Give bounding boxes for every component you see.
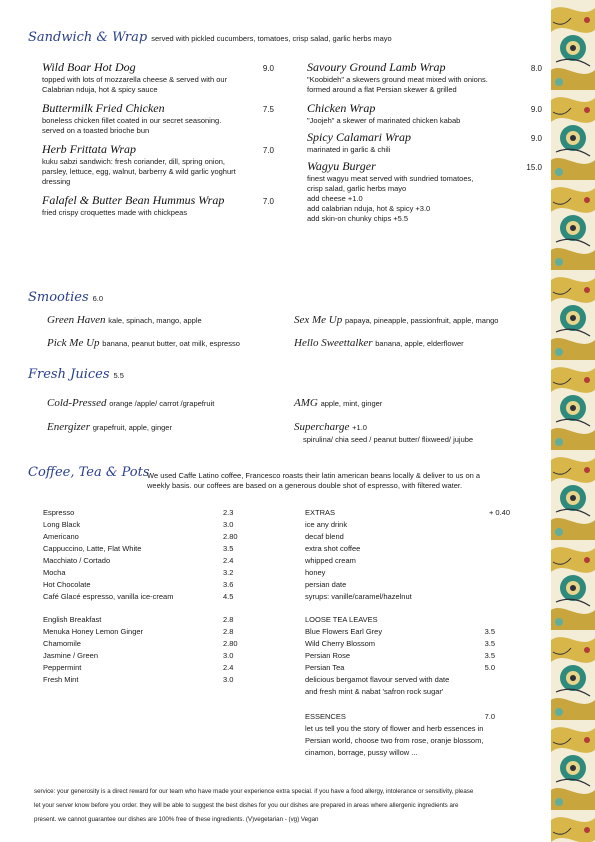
tea-list bbox=[43, 614, 243, 686]
tea-item bbox=[43, 626, 243, 638]
menu-item-price: 8.0 bbox=[530, 64, 542, 73]
coffee-item bbox=[43, 519, 243, 531]
smoothie-name: Hello Sweettalker bbox=[294, 337, 373, 349]
coffee-item bbox=[43, 543, 243, 555]
tea-item-price: 2.80 bbox=[223, 639, 238, 648]
loose-tea-price: 5.0 bbox=[484, 663, 495, 672]
menu-item-name: Wild Boar Hot Dog bbox=[42, 60, 136, 74]
footer-line: present. we cannot guarantee our dishes are 100% free of these ingredients. (V)vegetarian - (vg) Vegan bbox=[34, 816, 319, 823]
coffee-item bbox=[43, 531, 243, 543]
coffee-item-price: 3.5 bbox=[223, 544, 234, 553]
loose-tea-title: LOOSE TEA LEAVES bbox=[305, 615, 378, 624]
menu-item-price: 7.0 bbox=[262, 197, 274, 206]
tea-item-label: English Breakfast bbox=[43, 615, 102, 624]
menu-item-name: Buttermilk Fried Chicken bbox=[42, 101, 165, 115]
juice-desc: orange /apple/ carrot /grapefruit bbox=[109, 399, 215, 408]
tea-item-price: 2.8 bbox=[223, 627, 234, 636]
juice-item bbox=[294, 397, 382, 409]
tea-item-price: 3.0 bbox=[223, 675, 234, 684]
loose-tea-name: Wild Cherry Blossom bbox=[305, 639, 376, 648]
decorative-tile-border bbox=[551, 0, 595, 842]
smoothies-section-title bbox=[28, 290, 103, 305]
tea-item-label: Jasmine / Green bbox=[43, 651, 99, 660]
essences-desc: cinamon, borrage, pussy willow ... bbox=[305, 748, 418, 757]
essences-desc: let us tell you the story of flower and herb essences in bbox=[305, 724, 484, 733]
juices-price: 5.5 bbox=[113, 371, 124, 380]
loose-tea-name: Persian Tea bbox=[305, 663, 345, 672]
menu-item-name: Falafel & Butter Bean Hummus Wrap bbox=[42, 193, 225, 207]
menu-item-desc: add skin-on chunky chips +5.5 bbox=[307, 214, 409, 223]
tea-item-label: Chamomile bbox=[43, 639, 81, 648]
extras-price: + 0.40 bbox=[488, 508, 510, 517]
sandwich-title: Sandwich & Wrap bbox=[28, 30, 148, 45]
extra-item: whipped cream bbox=[305, 556, 356, 565]
tea-item bbox=[43, 674, 243, 686]
tea-item bbox=[43, 614, 243, 626]
menu-item-name: Chicken Wrap bbox=[307, 101, 376, 115]
sandwich-section-title bbox=[28, 30, 392, 45]
juice-name: Supercharge bbox=[294, 421, 350, 433]
essences-desc: Persian world, choose two from rose, oranje blossom, bbox=[305, 736, 484, 745]
menu-item-desc: formed around a flat Persian skewer & grilled bbox=[307, 85, 457, 94]
menu-item-desc: kuku sabzi sandwich: fresh coriander, dill, spring onion, bbox=[42, 157, 226, 166]
menu-item-price: 9.0 bbox=[530, 134, 542, 143]
extra-item: ice any drink bbox=[305, 520, 348, 529]
loose-tea-item bbox=[305, 662, 495, 674]
essences-price: 7.0 bbox=[484, 712, 495, 721]
smoothie-desc: kale, spinach, mango, apple bbox=[108, 316, 202, 325]
menu-item-name: Spicy Calamari Wrap bbox=[307, 130, 411, 144]
coffee-intro-line: We used Caffe Latino coffee, Francesco roasts their latin american beans locally & deliver to us on a bbox=[147, 471, 481, 480]
menu-item-header bbox=[42, 60, 274, 75]
coffee-item bbox=[43, 579, 243, 591]
coffee-item-label: Macchiato / Cortado bbox=[43, 556, 111, 565]
essences-block bbox=[305, 711, 520, 759]
coffee-intro-line: weekly basis. our coffees are based on a generous double shot of espresso, with filtered water. bbox=[147, 481, 463, 490]
menu-item bbox=[307, 60, 542, 95]
menu-item-price: 9.0 bbox=[262, 64, 274, 73]
coffee-item-label: Mocha bbox=[43, 568, 66, 577]
juice-name: AMG bbox=[294, 397, 318, 409]
menu-item-desc: Calabrian nduja, hot & spicy sauce bbox=[42, 85, 158, 94]
menu-item-desc: finest wagyu meat served with sundried tomatoes, bbox=[307, 174, 474, 183]
footer-line: let your server know before you order. they will be able to suggest the best dishes for you our dishes are prepared in areas where allergenic ingredients are bbox=[34, 802, 459, 809]
juice-desc: apple, mint, ginger bbox=[320, 399, 383, 408]
juice-extra: spirulina/ chia seed / peanut butter/ flixweed/ jujube bbox=[303, 435, 474, 444]
menu-item bbox=[42, 60, 274, 95]
menu-item-price: 15.0 bbox=[526, 163, 542, 172]
tea-item-price: 2.4 bbox=[223, 663, 234, 672]
coffee-item-price: 2.80 bbox=[223, 532, 238, 541]
juice-desc: +1.0 bbox=[352, 423, 367, 432]
coffee-item-label: Café Glacé espresso, vanilla ice-cream bbox=[43, 592, 174, 601]
footer-notice bbox=[34, 785, 549, 827]
extra-item: syrups: vanille/caramel/hazelnut bbox=[305, 592, 412, 601]
sandwich-right-column bbox=[307, 60, 542, 228]
menu-item-header bbox=[307, 130, 542, 145]
tea-item-price: 3.0 bbox=[223, 651, 234, 660]
menu-item-desc: "Joojeh" a skewer of marinated chicken kabab bbox=[307, 116, 461, 125]
smoothie-desc: papaya, pineapple, passionfruit, apple, mango bbox=[345, 316, 499, 325]
menu-item-desc: dressing bbox=[42, 177, 71, 186]
juice-item bbox=[47, 397, 214, 409]
coffee-item bbox=[43, 591, 243, 603]
coffee-item bbox=[43, 507, 243, 519]
menu-item-name: Herb Frittata Wrap bbox=[42, 142, 137, 156]
coffee-item bbox=[43, 555, 243, 567]
coffee-item bbox=[43, 567, 243, 579]
juices-section-title bbox=[28, 367, 124, 382]
menu-item-header bbox=[42, 101, 274, 116]
tea-item bbox=[43, 662, 243, 674]
menu-item-desc: add calabrian nduja, hot & spicy +3.0 bbox=[307, 204, 431, 213]
smoothie-name: Pick Me Up bbox=[47, 337, 100, 349]
menu-item-price: 7.0 bbox=[262, 146, 274, 155]
tea-item bbox=[43, 650, 243, 662]
persian-tile-pattern bbox=[551, 0, 595, 842]
smoothie-item bbox=[47, 314, 202, 326]
menu-item-name: Wagyu Burger bbox=[307, 159, 376, 173]
juice-name: Energizer bbox=[47, 421, 90, 433]
coffee-item-price: 2.3 bbox=[223, 508, 234, 517]
coffee-section-title: Coffee, Tea & Pots bbox=[28, 465, 150, 480]
menu-item-desc: crisp salad, garlic herbs mayo bbox=[307, 184, 407, 193]
menu-item-desc: parsley, lettuce, egg, walnut, barberry & wild garlic yoghurt bbox=[42, 167, 236, 176]
menu-item-header bbox=[307, 60, 542, 75]
extra-item: extra shot coffee bbox=[305, 544, 361, 553]
sandwich-left-column bbox=[42, 60, 274, 224]
menu-item-header bbox=[42, 142, 274, 157]
coffee-item-label: Americano bbox=[43, 532, 79, 541]
coffee-intro bbox=[147, 471, 547, 491]
menu-item-desc: boneless chicken fillet coated in our secret seasoning. bbox=[42, 116, 222, 125]
menu-item-header bbox=[307, 159, 542, 174]
menu-item bbox=[42, 101, 274, 136]
tea-item-label: Fresh Mint bbox=[43, 675, 79, 684]
coffee-item-price: 3.6 bbox=[223, 580, 234, 589]
smoothies-title: Smooties bbox=[28, 290, 89, 305]
menu-item-desc: marinated in garlic & chili bbox=[307, 145, 391, 154]
menu-item bbox=[42, 142, 274, 187]
sandwich-subtitle: served with pickled cucumbers, tomatoes, crisp salad, garlic herbs mayo bbox=[151, 34, 392, 43]
coffee-item-price: 3.0 bbox=[223, 520, 234, 529]
smoothie-desc: banana, peanut butter, oat milk, espresso bbox=[102, 339, 240, 348]
menu-item-desc: fried crispy croquettes made with chickpeas bbox=[42, 208, 188, 217]
menu-item-desc: topped with lots of mozzarella cheese & served with our bbox=[42, 75, 228, 84]
juice-name: Cold-Pressed bbox=[47, 397, 107, 409]
extras-block bbox=[305, 507, 510, 603]
tea-item-label: Peppermint bbox=[43, 663, 82, 672]
menu-item bbox=[307, 130, 542, 155]
menu-item-price: 9.0 bbox=[530, 105, 542, 114]
smoothie-item bbox=[47, 337, 240, 349]
loose-tea-name: Blue Flowers Earl Grey bbox=[305, 627, 383, 636]
smoothie-name: Green Haven bbox=[47, 314, 106, 326]
coffee-item-label: Hot Chocolate bbox=[43, 580, 91, 589]
juice-item bbox=[294, 421, 367, 433]
loose-tea-item bbox=[305, 638, 495, 650]
loose-tea-price: 3.5 bbox=[484, 651, 495, 660]
coffee-item-label: Long Black bbox=[43, 520, 81, 529]
smoothie-item bbox=[294, 337, 464, 349]
menu-item-desc: add cheese +1.0 bbox=[307, 194, 363, 203]
menu-item-desc: served on a toasted brioche bun bbox=[42, 126, 150, 135]
menu-item-price: 7.5 bbox=[262, 105, 274, 114]
extras-title: EXTRAS bbox=[305, 508, 336, 517]
juice-desc: grapefruit, apple, ginger bbox=[92, 423, 172, 432]
extra-item: honey bbox=[305, 568, 326, 577]
extra-item: decaf blend bbox=[305, 532, 344, 541]
menu-item-name: Savoury Ground Lamb Wrap bbox=[307, 60, 446, 74]
coffee-item-price: 4.5 bbox=[223, 592, 234, 601]
extra-item: persian date bbox=[305, 580, 347, 589]
loose-tea-block bbox=[305, 614, 510, 698]
essences-title: ESSENCES bbox=[305, 712, 346, 721]
menu-item-header bbox=[307, 101, 542, 116]
smoothie-item bbox=[294, 314, 498, 326]
loose-tea-price: 3.5 bbox=[484, 639, 495, 648]
coffee-item-price: 2.4 bbox=[223, 556, 234, 565]
menu-item bbox=[307, 159, 542, 224]
loose-tea-name: Persian Rose bbox=[305, 651, 351, 660]
menu-item-header bbox=[42, 193, 274, 208]
menu-item bbox=[307, 101, 542, 126]
menu-item-desc: "Koobideh" a skewers ground meat mixed with onions. bbox=[307, 75, 488, 84]
menu-item bbox=[42, 193, 274, 218]
coffee-list bbox=[43, 507, 243, 603]
tea-item bbox=[43, 638, 243, 650]
tea-item-label: Menuka Honey Lemon Ginger bbox=[43, 627, 144, 636]
footer-line: service: your generosity is a direct reward for our team who have made your experience extra special. if you have a food allergy, intolerance or sensitivity, please bbox=[34, 788, 474, 795]
loose-tea-note: and fresh mint & nabat 'safron rock sugar' bbox=[305, 687, 444, 696]
smoothie-name: Sex Me Up bbox=[294, 314, 343, 326]
juice-item bbox=[47, 421, 172, 433]
tea-item-price: 2.8 bbox=[223, 615, 234, 624]
smoothies-price: 6.0 bbox=[92, 294, 104, 303]
loose-tea-note: delicious bergamot flavour served with date bbox=[305, 675, 450, 684]
loose-tea-item bbox=[305, 650, 495, 662]
loose-tea-price: 3.5 bbox=[484, 627, 495, 636]
coffee-item-price: 3.2 bbox=[223, 568, 234, 577]
loose-tea-item bbox=[305, 626, 495, 638]
smoothie-desc: banana, apple, elderflower bbox=[375, 339, 464, 348]
juices-title: Fresh Juices bbox=[28, 367, 110, 382]
coffee-item-label: Cappuccino, Latte, Flat White bbox=[43, 544, 142, 553]
coffee-item-label: Espresso bbox=[43, 508, 75, 517]
